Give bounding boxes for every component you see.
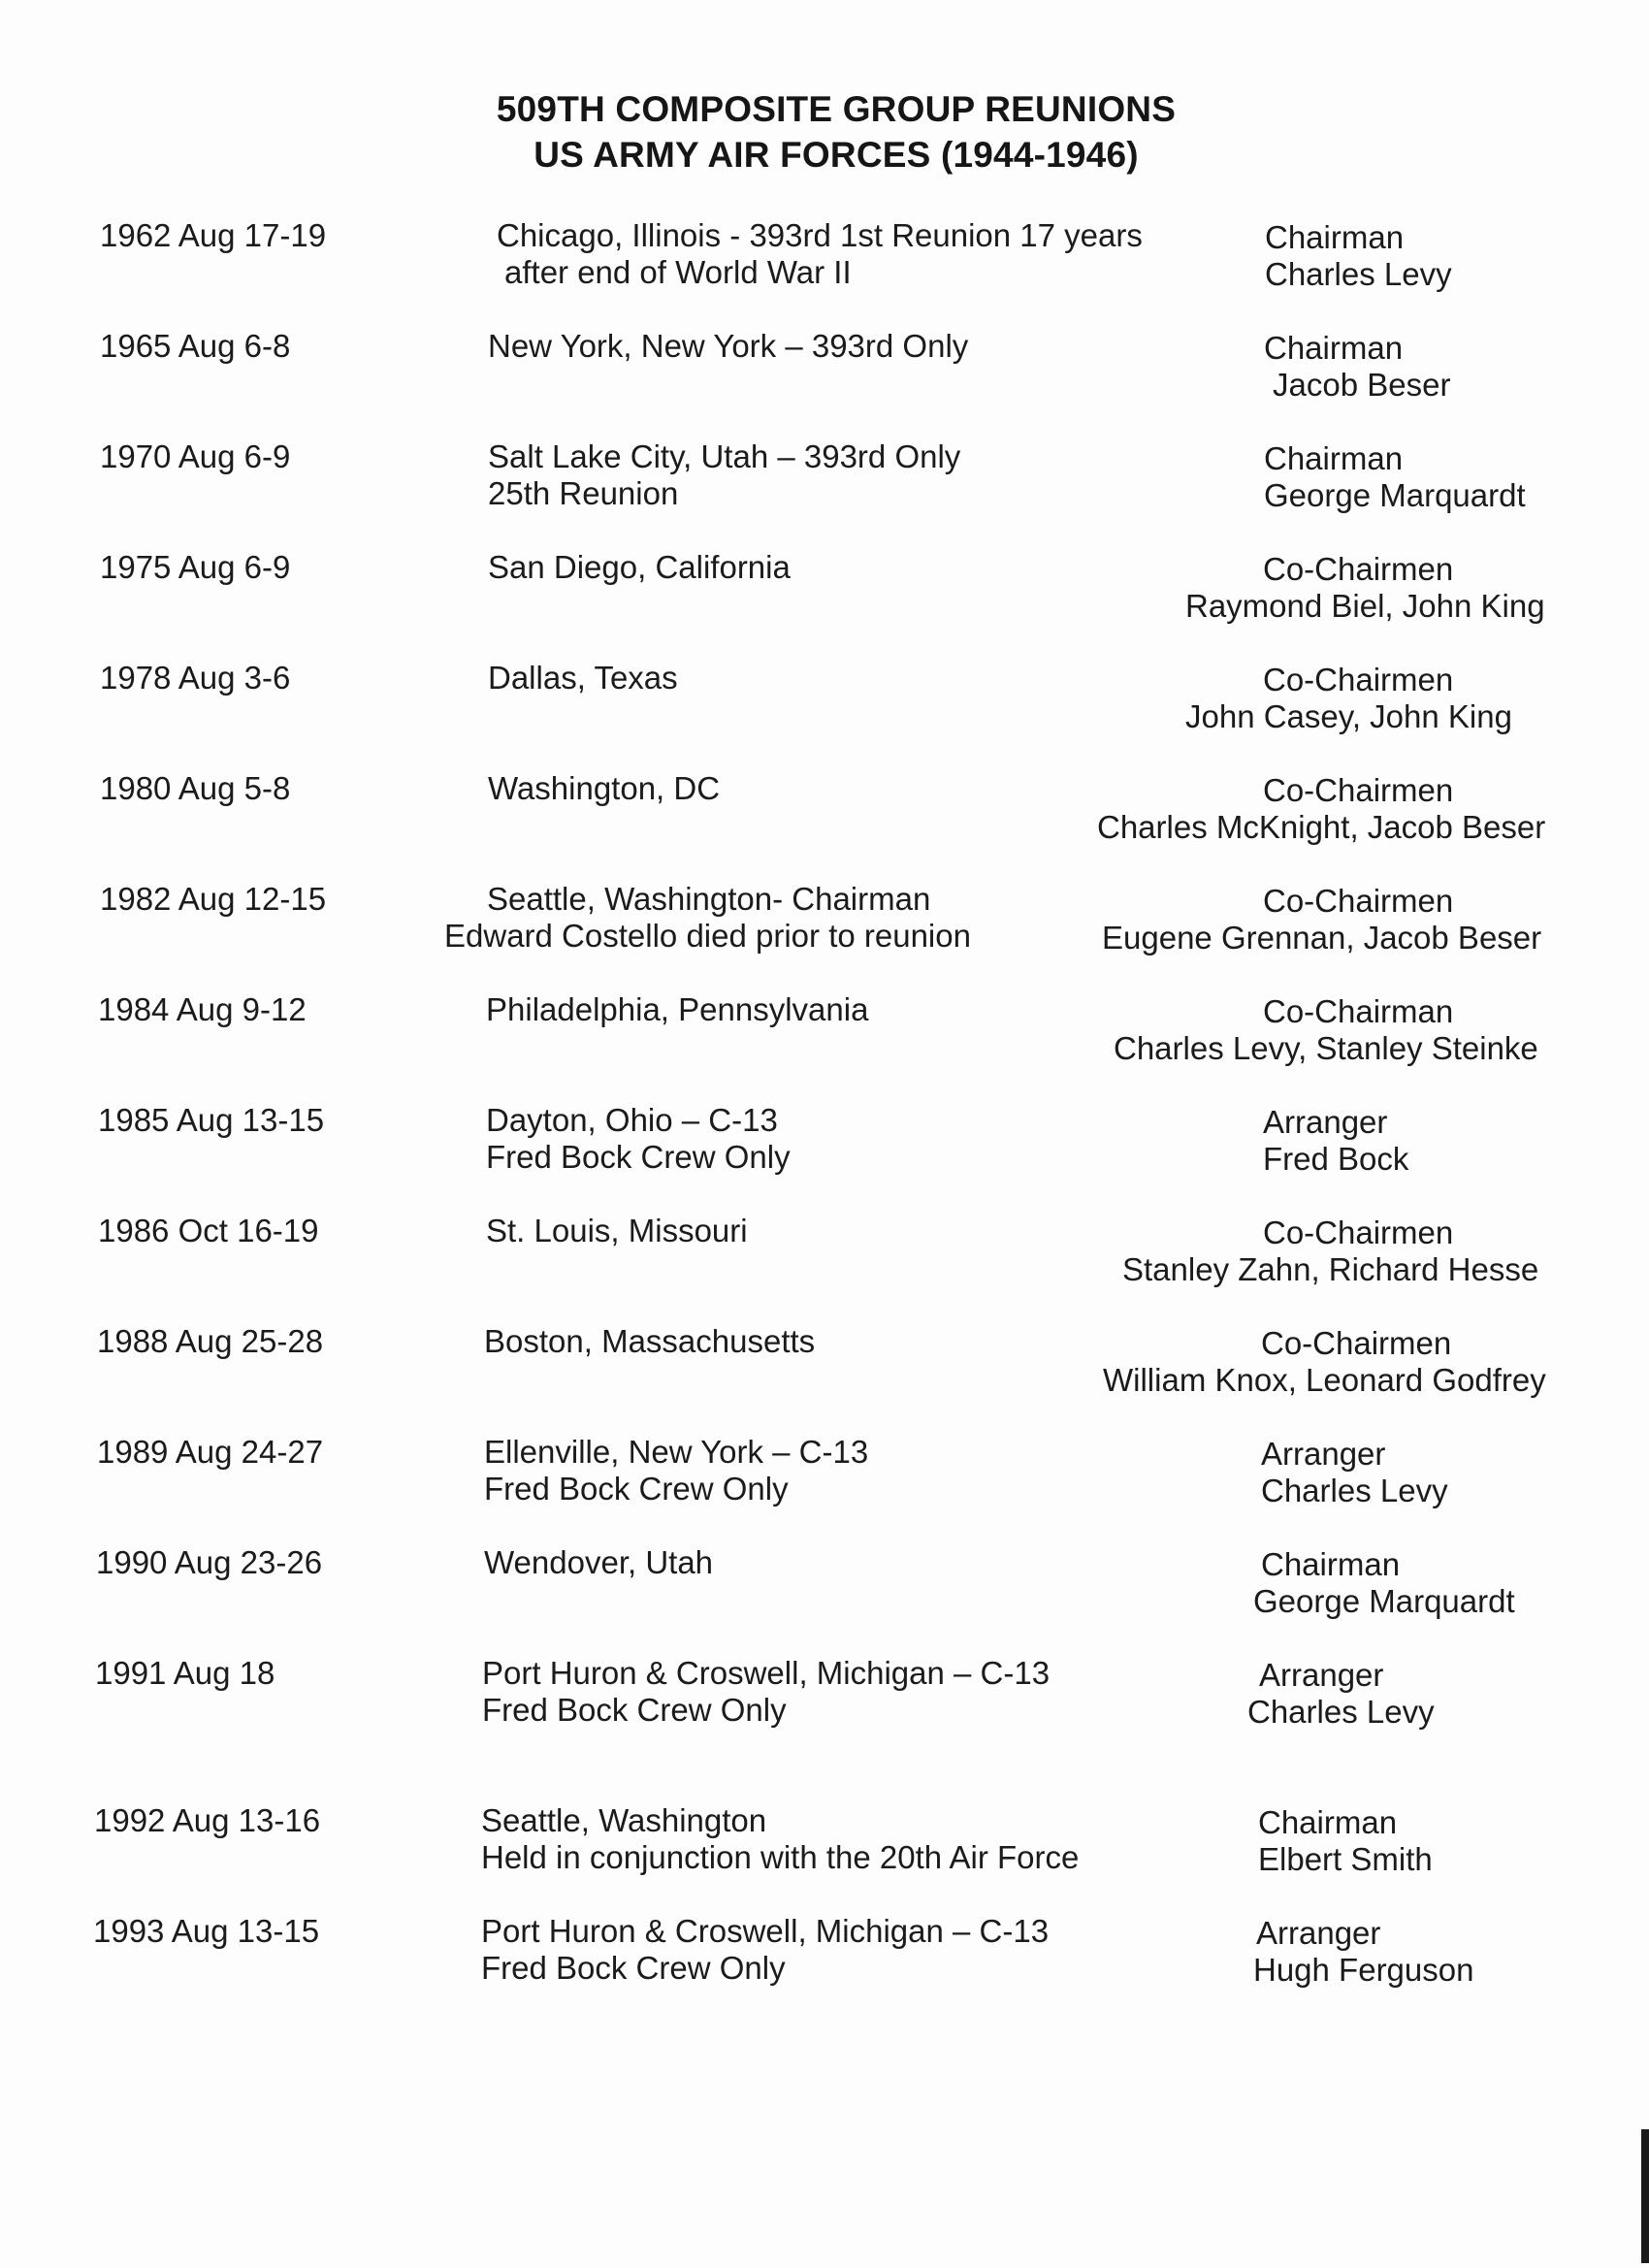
reunion-entry <box>0 1802 1649 1880</box>
organizer-names: John Casey, John King <box>1185 698 1512 734</box>
reunion-entry <box>0 1544 1649 1622</box>
reunion-location: Seattle, Washington <box>481 1802 767 1838</box>
organizer-names: Raymond Biel, John King <box>1185 588 1545 624</box>
organizer-names: Charles McKnight, Jacob Beser <box>1097 809 1546 845</box>
reunion-date: 1980 Aug 5-8 <box>100 770 291 806</box>
reunion-location: St. Louis, Missouri <box>486 1213 748 1248</box>
reunion-date: 1985 Aug 13-15 <box>98 1102 325 1138</box>
reunion-location-note: Fred Bock Crew Only <box>482 1692 787 1728</box>
reunion-location: Washington, DC <box>488 770 721 806</box>
reunion-date: 1986 Oct 16-19 <box>98 1213 319 1248</box>
reunion-date: 1993 Aug 13-15 <box>93 1913 320 1949</box>
organizer-role: Co-Chairmen <box>1263 551 1454 587</box>
organizer-role: Co-Chairmen <box>1263 662 1454 697</box>
reunion-entry <box>0 1655 1649 1733</box>
organizer-role: Chairman <box>1264 440 1404 476</box>
reunion-location: Boston, Massachusetts <box>484 1323 816 1359</box>
reunion-location-note: Edward Costello died prior to reunion <box>444 918 971 954</box>
organizer-role: Arranger <box>1256 1915 1381 1951</box>
organizer-role: Co-Chairmen <box>1261 1325 1452 1361</box>
organizer-role: Co-Chairmen <box>1263 1215 1454 1250</box>
organizer-role: Co-Chairmen <box>1263 883 1454 919</box>
reunion-date: 1991 Aug 18 <box>95 1655 275 1691</box>
reunion-location: New York, New York – 393rd Only <box>488 328 969 364</box>
organizer-names: William Knox, Leonard Godfrey <box>1103 1362 1546 1398</box>
reunion-date: 1988 Aug 25-28 <box>97 1323 324 1359</box>
organizer-names: Fred Bock <box>1263 1141 1409 1177</box>
reunion-location: Port Huron & Croswell, Michigan – C-13 <box>481 1913 1050 1949</box>
organizer-names: Eugene Grennan, Jacob Beser <box>1102 920 1542 956</box>
organizer-names: Charles Levy <box>1261 1473 1448 1508</box>
reunion-location: Salt Lake City, Utah – 393rd Only <box>488 438 961 474</box>
reunion-location: Dallas, Texas <box>488 660 678 696</box>
organizer-role: Chairman <box>1261 1546 1401 1582</box>
reunion-location: Wendover, Utah <box>484 1544 714 1580</box>
reunion-date: 1970 Aug 6-9 <box>100 438 291 474</box>
organizer-names: Stanley Zahn, Richard Hesse <box>1122 1251 1539 1287</box>
organizer-role: Chairman <box>1258 1804 1398 1840</box>
reunion-entry <box>0 660 1649 737</box>
reunion-location-note: Fred Bock Crew Only <box>484 1471 789 1507</box>
reunion-date: 1975 Aug 6-9 <box>100 549 291 585</box>
reunion-location: Chicago, Illinois - 393rd 1st Reunion 17 years <box>497 217 1143 253</box>
reunion-date: 1992 Aug 13-16 <box>94 1802 321 1838</box>
organizer-names: Charles Levy <box>1265 256 1452 292</box>
organizer-names: George Marquardt <box>1264 477 1526 513</box>
reunion-location: Port Huron & Croswell, Michigan – C-13 <box>482 1655 1051 1691</box>
organizer-role: Chairman <box>1265 219 1405 255</box>
document-subtitle: US ARMY AIR FORCES (1944-1946) <box>534 135 1139 175</box>
scan-edge-mark <box>1641 2129 1649 2263</box>
reunion-date: 1990 Aug 23-26 <box>96 1544 323 1580</box>
reunion-entry <box>0 1913 1649 1991</box>
reunion-date: 1962 Aug 17-19 <box>100 217 327 253</box>
reunion-location-note: after end of World War II <box>504 254 852 290</box>
reunion-location: Ellenville, New York – C-13 <box>484 1434 869 1470</box>
organizer-names: George Marquardt <box>1253 1583 1515 1619</box>
organizer-names: Jacob Beser <box>1273 367 1451 403</box>
reunion-entry <box>0 1102 1649 1180</box>
reunion-entry <box>0 1323 1649 1401</box>
organizer-role: Arranger <box>1261 1436 1386 1472</box>
organizer-role: Co-Chairmen <box>1263 772 1454 808</box>
reunion-entry <box>0 549 1649 627</box>
reunion-location: Philadelphia, Pennsylvania <box>486 991 869 1027</box>
organizer-names: Elbert Smith <box>1258 1841 1433 1877</box>
reunion-date: 1982 Aug 12-15 <box>100 881 327 917</box>
reunion-location-note: Fred Bock Crew Only <box>486 1139 791 1175</box>
reunion-entry <box>0 1434 1649 1511</box>
reunion-date: 1978 Aug 3-6 <box>100 660 291 696</box>
reunion-location: Dayton, Ohio – C-13 <box>486 1102 778 1138</box>
reunion-date: 1989 Aug 24-27 <box>97 1434 324 1470</box>
organizer-names: Charles Levy, Stanley Steinke <box>1114 1030 1538 1066</box>
reunion-entry <box>0 328 1649 405</box>
reunion-entry <box>0 881 1649 958</box>
reunion-entry <box>0 770 1649 848</box>
reunion-location-note: Held in conjunction with the 20th Air Force <box>481 1839 1080 1875</box>
organizer-names: Charles Levy <box>1247 1694 1435 1730</box>
organizer-role: Arranger <box>1263 1104 1388 1140</box>
reunion-entry <box>0 438 1649 516</box>
organizer-role: Arranger <box>1259 1657 1384 1693</box>
document-title: 509TH COMPOSITE GROUP REUNIONS <box>496 89 1177 129</box>
reunion-date: 1984 Aug 9-12 <box>98 991 307 1027</box>
organizer-role: Chairman <box>1264 330 1404 366</box>
reunion-date: 1965 Aug 6-8 <box>100 328 291 364</box>
reunion-location-note: Fred Bock Crew Only <box>481 1950 786 1986</box>
reunion-entry <box>0 991 1649 1069</box>
organizer-names: Hugh Ferguson <box>1253 1952 1474 1988</box>
reunion-location: Seattle, Washington- Chairman <box>487 881 931 917</box>
reunion-location: San Diego, California <box>488 549 791 585</box>
reunion-entry <box>0 1213 1649 1290</box>
reunion-location-note: 25th Reunion <box>488 475 679 511</box>
reunion-entry <box>0 217 1649 295</box>
organizer-role: Co-Chairman <box>1263 993 1454 1029</box>
